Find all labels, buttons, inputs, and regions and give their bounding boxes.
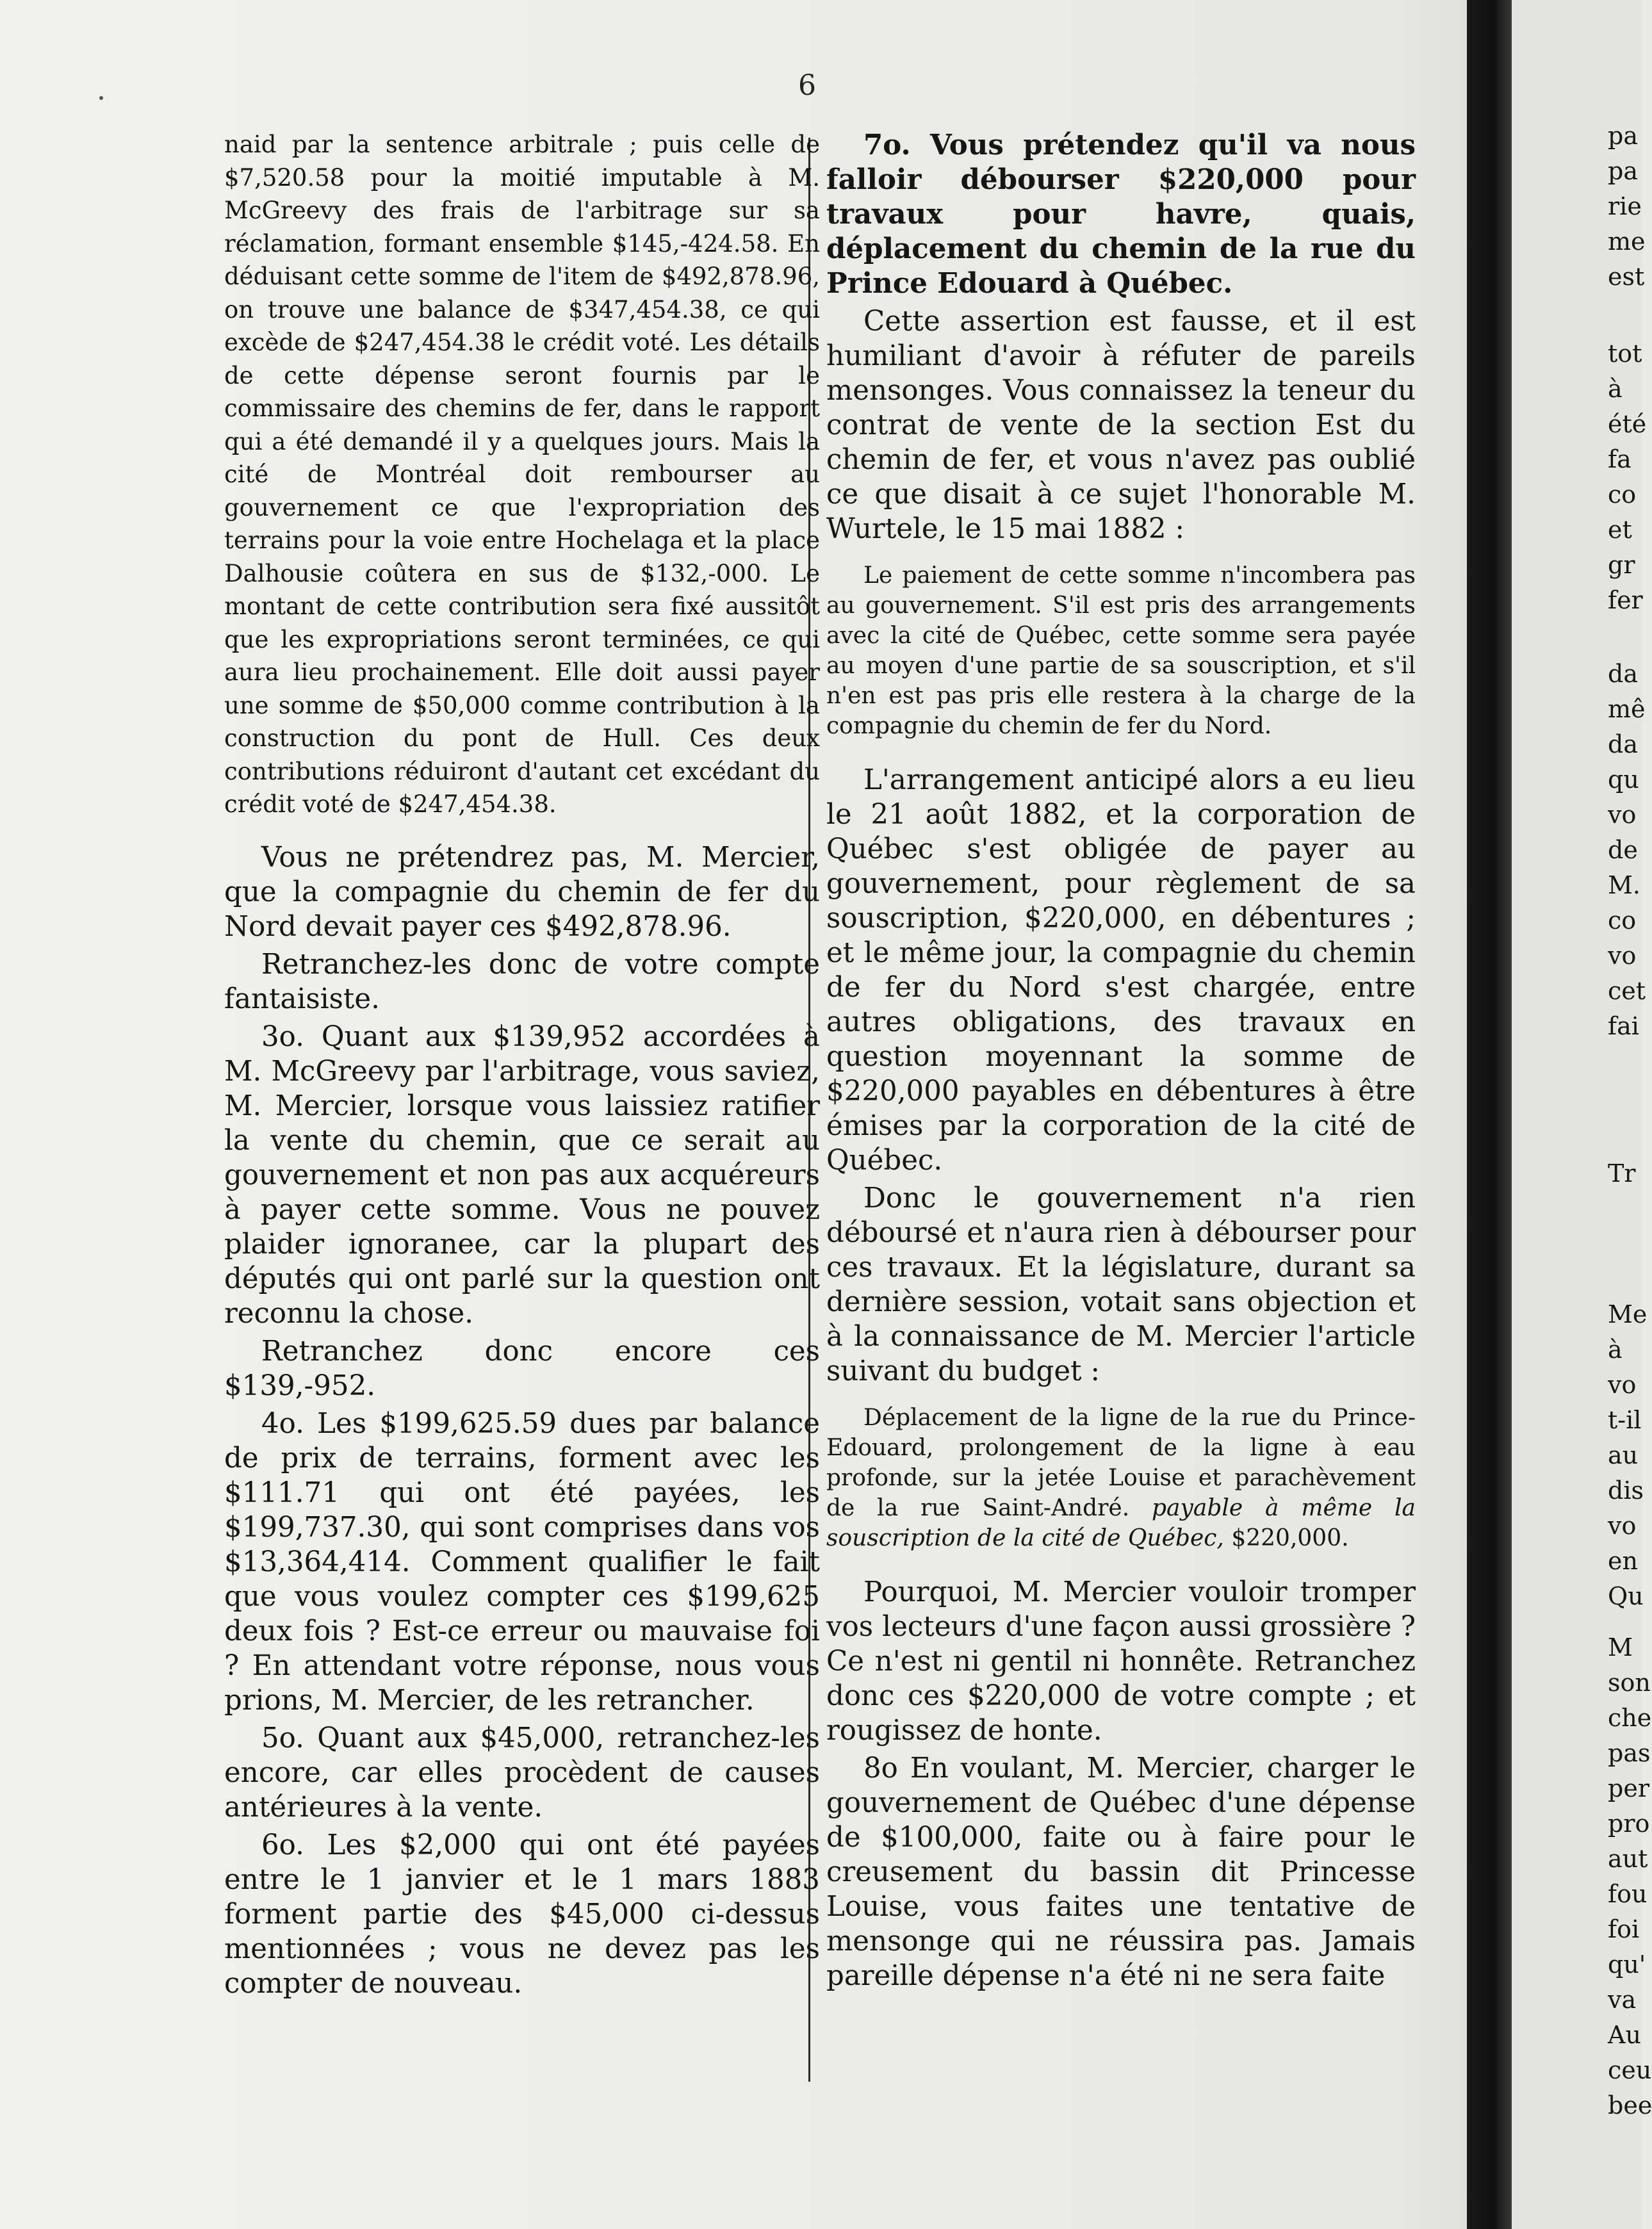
adjacent-page-fragment: foi — [1608, 1915, 1640, 1943]
adjacent-page-fragment: ceu — [1608, 2056, 1652, 2084]
adjacent-page-fragment: Me — [1608, 1300, 1648, 1328]
adjacent-page-fragment: rie — [1608, 192, 1642, 220]
adjacent-page-fragment: qu — [1608, 765, 1639, 794]
budget-item-italic: payable à même la souscription de la cité de Québec, — [826, 1495, 1416, 1551]
adjacent-page-fragment: fou — [1608, 1880, 1648, 1908]
adjacent-page-fragment: bee — [1608, 2091, 1652, 2119]
left-paragraph-6: 4o. Les $199,625.59 dues par balance de prix de terrains, forment avec les $111.71 qui ont été payées, les $199,737.30, qui sont comprises dans vos $13,364,414. Comment qualifier le fait que vous voulez compter ces $199,625 deux fois ? Est-ce erreur ou mauvaise foi ? En attendant votre réponse, nous vous prions, M. Mercier, de les retrancher. — [224, 1407, 820, 1717]
adjacent-page-fragment: été — [1608, 410, 1647, 438]
adjacent-page-fragment: fer — [1608, 586, 1643, 614]
left-paragraph-4: 3o. Quant aux $139,952 accordées à M. McGreevy par l'arbitrage, vous saviez, M. Mercier, lorsque vous laissiez ratifier la vente du chemin, que ce serait au gouvernement et non pas aux acquéreurs à payer cette somme. Vous ne pouvez plaider ignoranee, car la plupart des députés qui ont parlé sur la question ont reconnu la chose. — [224, 1020, 820, 1330]
adjacent-page-fragment: vo — [1608, 942, 1637, 970]
middle-paragraph-6: 8o En voulant, M. Mercier, charger le gouvernement de Québec d'une dépense de $100,000, faite ou à faire pour le creusement du bassin dit Princesse Louise, vous faites une tentative de mensonge qui ne réussira pas. Jamais pareille dépense n'a été ni ne sera faite — [826, 1752, 1416, 1992]
middle-quote-2 — [826, 1403, 1416, 1553]
adjacent-page-fragment: vo — [1608, 801, 1637, 829]
page-edge-shadow — [1467, 0, 1512, 2229]
adjacent-page-fragment: gr — [1608, 551, 1635, 579]
adjacent-page-fragment: per — [1608, 1774, 1649, 1802]
adjacent-page-fragment: tot — [1608, 339, 1642, 368]
left-paragraph-1: naid par la sentence arbitrale ; puis celle de $7,520.58 pour la moitié imputable à M. McGreevy des frais de l'arbitrage sur sa réclamation, formant ensemble $145,-424.58. En déduisant cette somme de l'item de $492,878.96, on trouve une balance de $347,454.38, ce qui excède de $247,454.38 le crédit voté. Les détails de cette dépense seront fournis par le commissaire des chemins de fer, dans le rapport qui a été demandé il y a quelques jours. Mais la cité de Montréal doit rembourser au gouvernement ce que l'expropriation des terrains pour la voie entre Hochelaga et la place Dalhousie coûtera en sus de $132,-000. Le montant de cette contribution sera fixé aussitôt que les expropriations seront terminées, ce qui aura lieu prochainement. Elle doit aussi payer une somme de $50,000 comme contribution à la construction du pont de Hull. Ces deux contributions réduiront d'autant cet excédant du crédit voté de $247,454.38. — [224, 131, 820, 818]
adjacent-page-fragment: pa — [1608, 122, 1638, 150]
adjacent-page-fragment: à — [1608, 1335, 1623, 1364]
adjacent-page-fragment: Tr — [1608, 1159, 1636, 1188]
adjacent-page-fragment: va — [1608, 1986, 1637, 2014]
adjacent-page-fragment: et — [1608, 516, 1632, 544]
adjacent-page-fragment: Qu — [1608, 1582, 1644, 1610]
left-paragraph-2: Vous ne prétendrez pas, M. Mercier, que la compagnie du chemin de fer du Nord devait payer ces $492,878.96. — [224, 841, 820, 943]
budget-item-amount: $220,000. — [1223, 1525, 1349, 1551]
left-paragraph-8: 6o. Les $2,000 qui ont été payées entre le 1 janvier et le 1 mars 1883 forment partie des $45,000 ci-dessus mentionnées ; vous ne devez pas les compter de nouveau. — [224, 1829, 820, 2000]
adjacent-page-fragment: M. — [1608, 871, 1640, 899]
left-paragraph-3: Retranchez-les donc de votre compte fantaisiste. — [224, 948, 820, 1015]
adjacent-page-fragment: che — [1608, 1704, 1652, 1732]
adjacent-page-fragment: au — [1608, 1441, 1639, 1469]
middle-paragraph-3: L'arrangement anticipé alors a eu lieu le 21 août 1882, et la corporation de Québec s'est obligée de payer au gouvernement, pour règlement de sa souscription, $220,000, en débentures ; et le même jour, la compagnie du chemin de fer du Nord s'est chargée, entre autres obligations, des travaux en question moyennant la somme de $220,000 payables en débentures à être émises par la corporation de la cité de Québec. — [826, 764, 1416, 1177]
page-number: 6 — [798, 69, 816, 102]
adjacent-page-fragment: à — [1608, 375, 1623, 403]
adjacent-page-fragment: mê — [1608, 695, 1646, 723]
adjacent-page-fragment: cet — [1608, 977, 1646, 1005]
adjacent-page-fragment: fai — [1608, 1012, 1639, 1040]
adjacent-page-fragment: son — [1608, 1669, 1651, 1697]
scan-speck — [99, 96, 103, 100]
adjacent-page-fragment: me — [1608, 227, 1646, 256]
middle-quote-1: Le paiement de cette somme n'incombera pas au gouvernement. S'il est pris des arrangements avec la cité de Québec, cette somme sera payée au moyen d'une partie de sa souscription, et s'il n'en est pas pris elle restera à la charge de la compagnie du chemin de fer du Nord. — [826, 562, 1416, 739]
middle-paragraph-2: Cette assertion est fausse, et il est humiliant d'avoir à réfuter de pareils mensonges. Vous connaissez la teneur du contrat de vente de la section Est du chemin de fer, et vous n'avez pas oublié ce que disait à ce sujet l'honorable M. Wurtele, le 15 mai 1882 : — [826, 306, 1416, 545]
adjacent-page-fragment: fa — [1608, 445, 1632, 473]
middle-paragraph-4: Donc le gouvernement n'a rien déboursé et n'aura rien à débourser pour ces travaux. Et la législature, durant sa dernière session, votait sans objection et à la connaissance de M. Mercier l'article suivant du budget : — [826, 1182, 1416, 1387]
adjacent-page-fragment: Au — [1608, 2021, 1641, 2049]
middle-paragraph-1: 7o. Vous prétendez qu'il va nous falloir débourser $220,000 pour travaux pour havre, quais, déplacement du chemin de la rue du Prince Edouard à Québec. — [826, 129, 1416, 300]
left-paragraph-7: 5o. Quant aux $45,000, retranchez-les encore, car elles procèdent de causes antérieures à la vente. — [224, 1722, 820, 1824]
adjacent-page-fragment: co — [1608, 906, 1637, 935]
adjacent-page-fragment: vo — [1608, 1371, 1637, 1399]
adjacent-page-fragment: dis — [1608, 1476, 1644, 1505]
adjacent-page-fragment: est — [1608, 263, 1645, 291]
budget-item-text: Déplacement de la ligne de la rue du Prince-Edouard, prolongement de la ligne à eau profonde, sur la jetée Louise et parachèvement de la rue Saint-André. — [826, 1405, 1416, 1521]
adjacent-page-fragment: pas — [1608, 1739, 1651, 1767]
adjacent-page-fragment: co — [1608, 480, 1637, 509]
adjacent-page-fragment: pro — [1608, 1809, 1650, 1838]
left-column — [224, 128, 820, 2004]
middle-column — [826, 128, 1416, 1996]
adjacent-page-fragment: da — [1608, 660, 1638, 688]
adjacent-page-fragment: t-il — [1608, 1406, 1642, 1434]
adjacent-page-fragment: en — [1608, 1547, 1638, 1575]
adjacent-page-fragment: M — [1608, 1633, 1633, 1662]
adjacent-page-fragment: vo — [1608, 1512, 1637, 1540]
adjacent-page-fragment: de — [1608, 836, 1638, 864]
adjacent-page-fragment: qu' — [1608, 1950, 1646, 1979]
adjacent-page-fragment: da — [1608, 730, 1638, 758]
middle-paragraph-5: Pourquoi, M. Mercier vouloir tromper vos lecteurs d'une façon aussi grossière ? Ce n'est ni gentil ni honnête. Retranchez donc ces $220,000 de votre compte ; et rougissez de honte. — [826, 1576, 1416, 1747]
adjacent-page-fragment: pa — [1608, 157, 1638, 185]
left-paragraph-5: Retranchez donc encore ces $139,-952. — [224, 1335, 820, 1402]
adjacent-page-fragment: aut — [1608, 1845, 1648, 1873]
